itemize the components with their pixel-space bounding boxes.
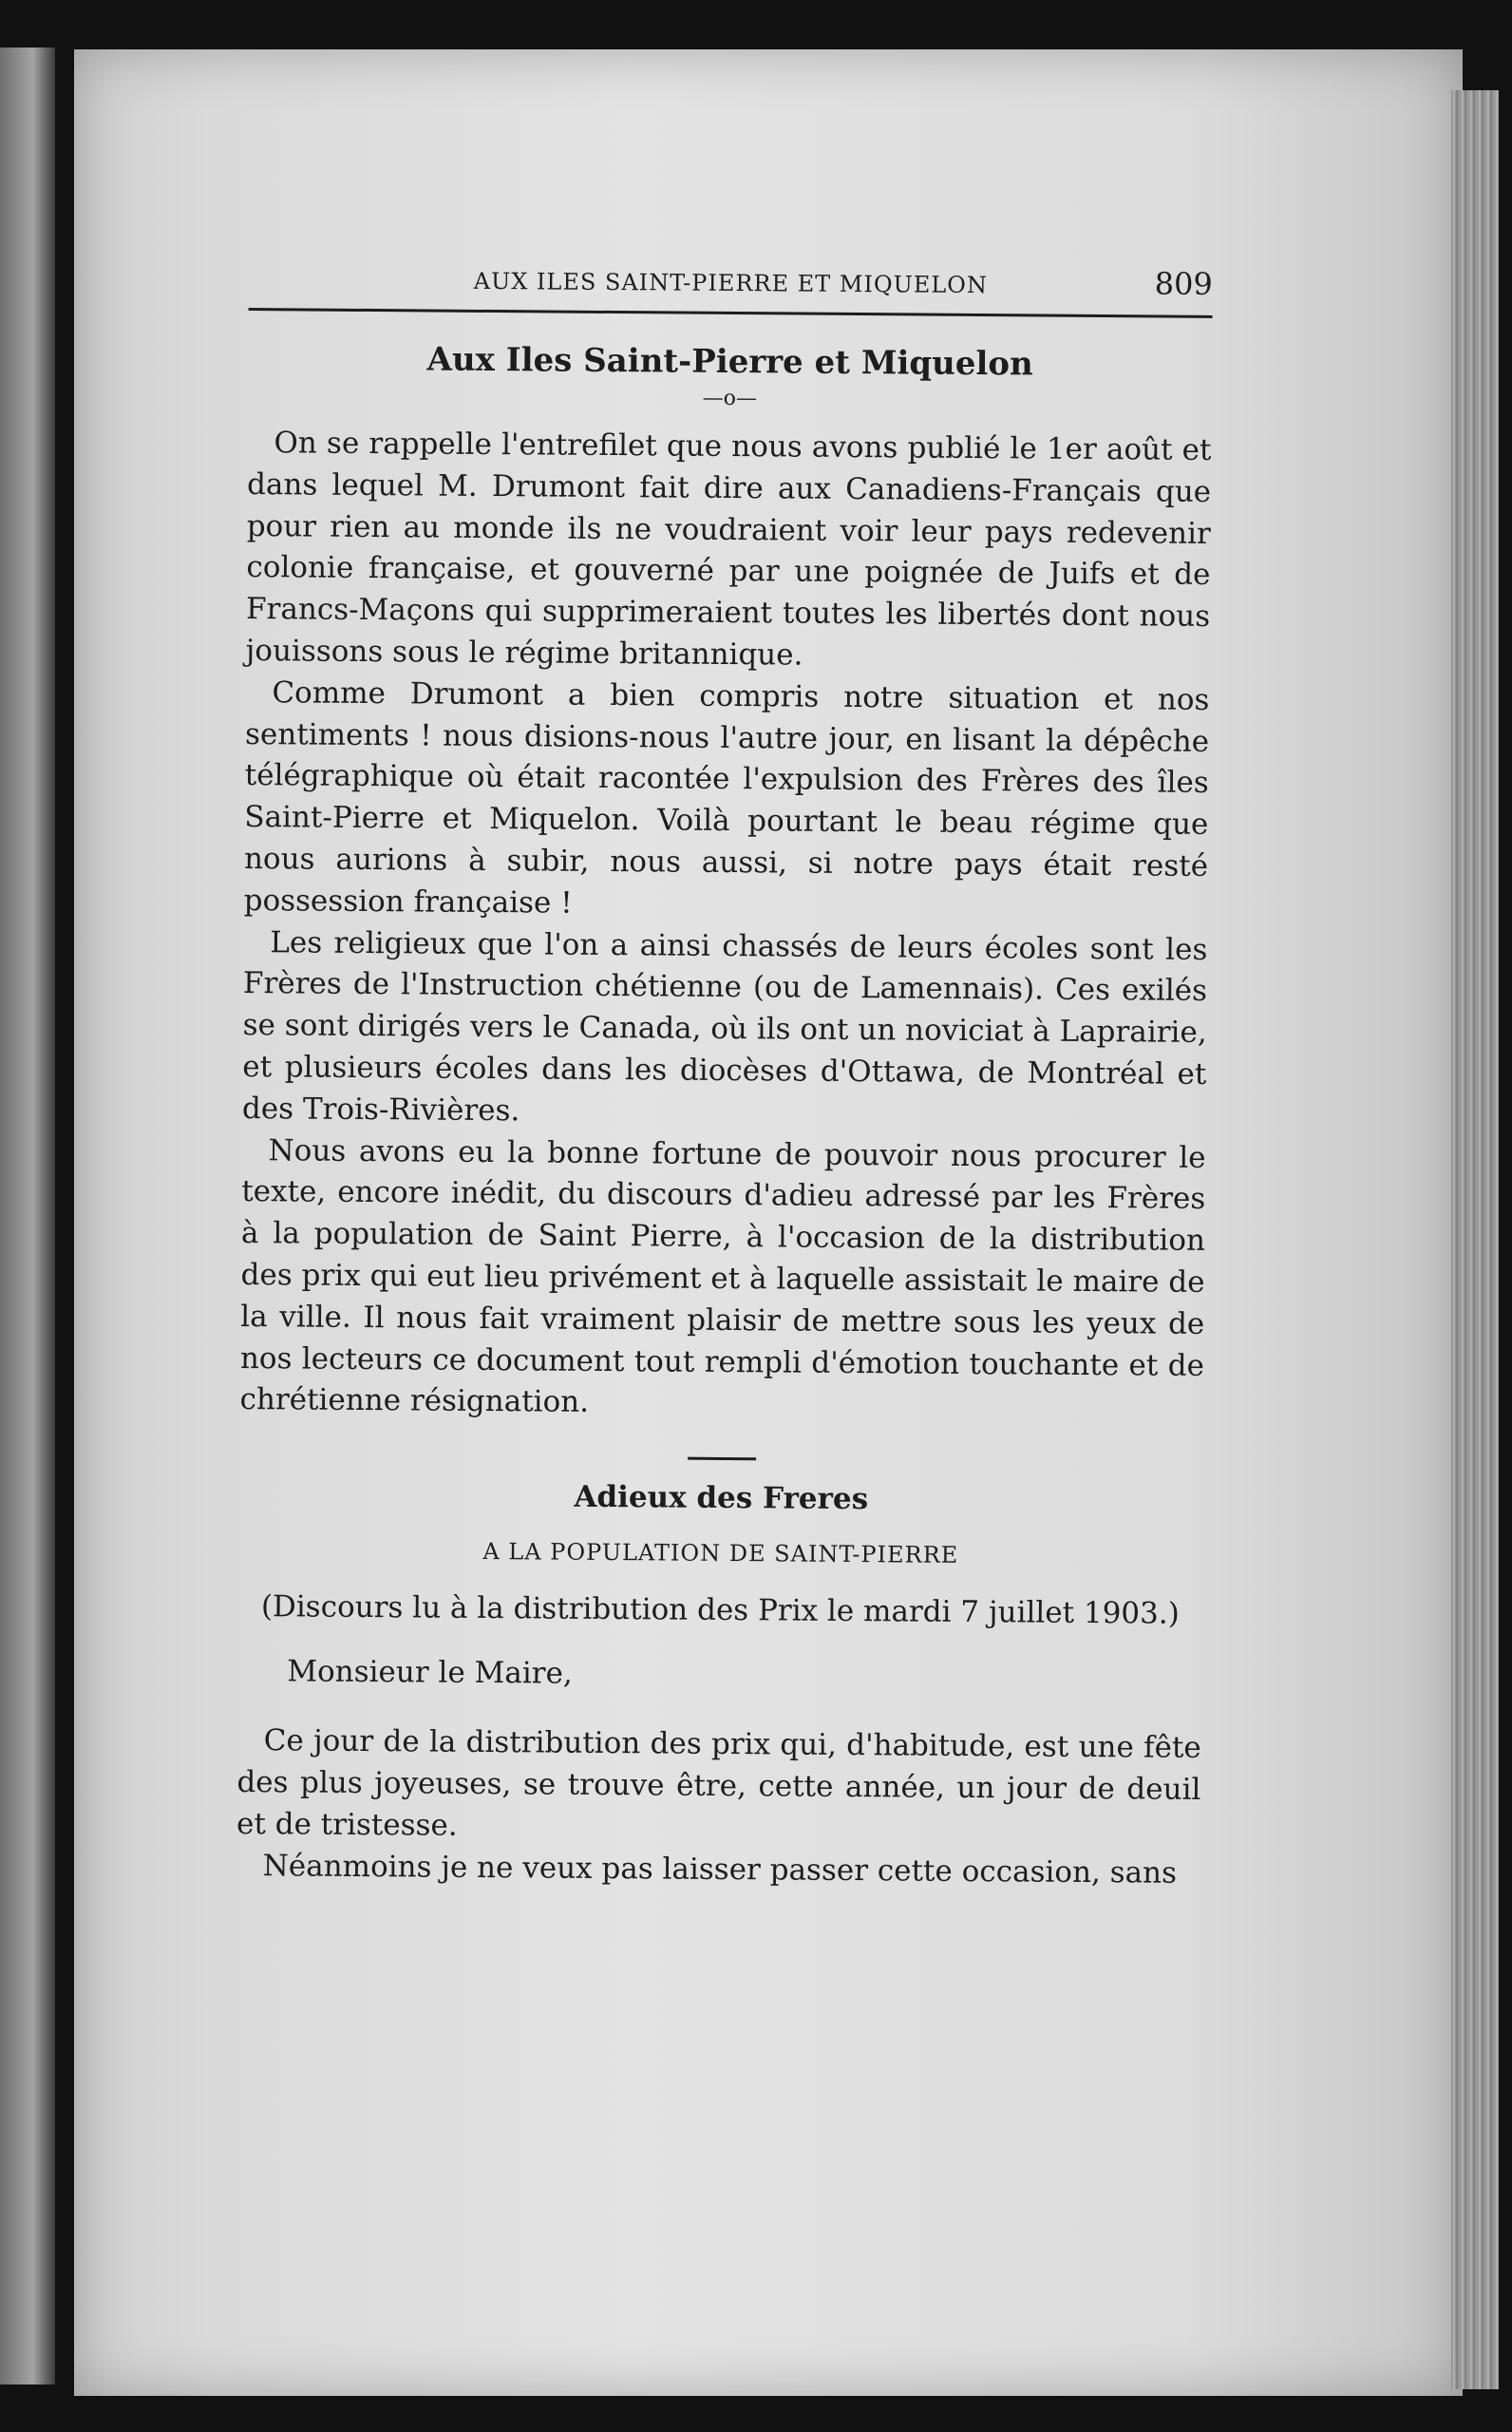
article-paragraph-1: On se rappelle l'entrefilet que nous avons publié le 1er août et dans lequel M. Drumont fait dire aux Canadiens-Français que pour rien au monde ils ne voudraient voir leur pays redevenir colonie française, et gouverné par une poignée de Juifs et de Francs-Maçons qui supprimeraient toutes les libertés dont nous jouissons sous le régime britannique. [245, 426, 1212, 673]
speech-paragraph-1: Ce jour de la distribution des prix qui, d'habitude, est une fête des plus joyeuses, se trouve être, cette année, un jour de deuil et de tristesse. [236, 1723, 1201, 1843]
article-paragraph-3: Les religieux que l'on a ainsi chassés de leurs écoles sont les Frères de l'Instruction chétienne (ou de Lamennais). Ces exilés se sont dirigés vers le Canada, où ils ont un noviciat à Laprairie, et plusieurs écoles dans les diocèses d'Ottawa, de Montréal et des Trois-Rivières. [241, 924, 1208, 1129]
speech-paragraph-2: Néanmoins je ne veux pas laisser passer cette occasion, sans [262, 1848, 1178, 1890]
speech-salutation: Monsieur le Maire, [287, 1654, 573, 1691]
title-ornament: —o— [702, 386, 758, 411]
page-number: 809 [1154, 265, 1213, 302]
facing-page-edge [0, 48, 55, 2384]
section-divider [688, 1457, 756, 1461]
speech-dateline: (Discours lu à la distribution des Prix le mardi 7 juillet 1903.) [260, 1589, 1180, 1631]
running-title: AUX ILES SAINT-PIERRE ET MIQUELON [473, 267, 989, 299]
article-paragraph-2: Comme Drumont a bien compris notre situation et nos sentiments ! nous disions-nous l'autre jour, en lisant la dépêche télégraphique où était racontée l'expulsion des Frères des îles Saint-Pierre et Miquelon. Voilà pourtant le beau régime que nous aurions à subir, nous aussi, si notre pays était resté possession française ! [243, 674, 1210, 921]
article-paragraph-4: Nous avons eu la bonne fortune de pouvoir nous procurer le texte, encore inédit, du discours d'adieu adressé par les Frères à la population de Saint Pierre, à l'occasion de la distribution des prix qui eut lieu privément et à laquelle assistait le maire de la ville. Il nous fait vraiment plaisir de mettre sous les yeux de nos lecteurs ce document tout rempli d'émotion touchante et de chrétienne résignation. [239, 1132, 1206, 1420]
article-title: Aux Iles Saint-Pierre et Miquelon [426, 340, 1033, 384]
running-header [249, 258, 1213, 318]
speech-title: Adieux des Freres [574, 1479, 869, 1517]
page-stack-edges [1451, 90, 1499, 2389]
speech-subtitle: A LA POPULATION DE SAINT-PIERRE [482, 1538, 959, 1569]
page-content [236, 258, 1213, 1894]
